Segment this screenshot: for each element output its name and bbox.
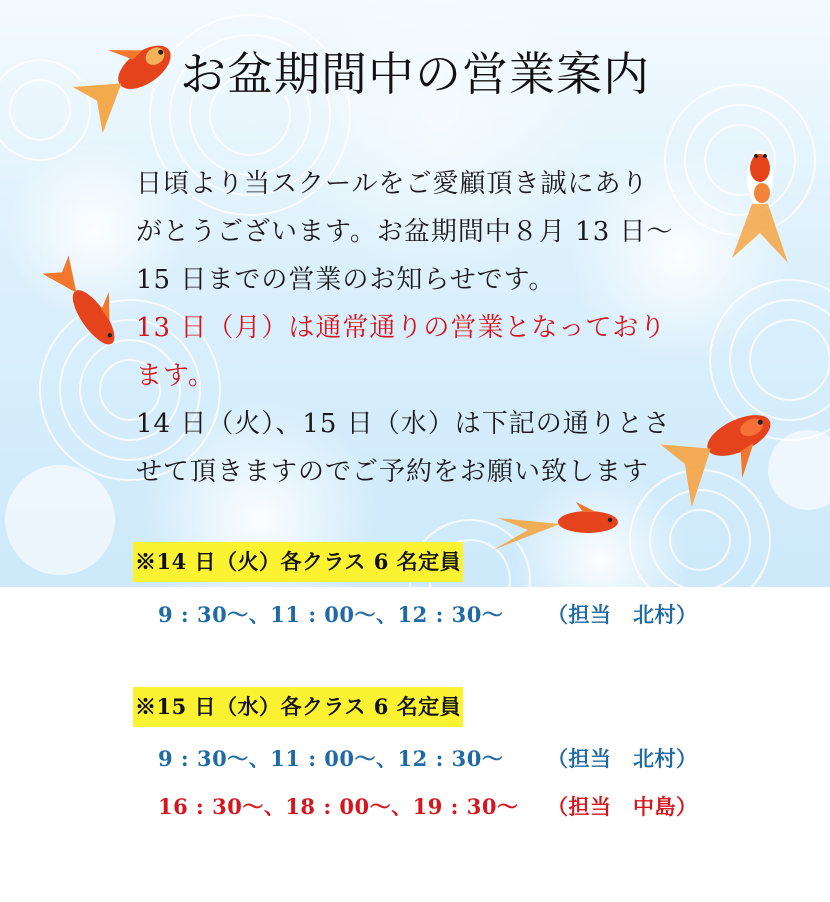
time-slots: 9 : 30～、11 : 00～、12 : 30～ bbox=[158, 746, 504, 771]
intro-line: 日頃より当スクールをご愛顧頂き誠にあり bbox=[136, 169, 649, 199]
intro-line: がとうございます。お盆期間中８月 13 日～ bbox=[136, 217, 674, 247]
goldfish-icon bbox=[488, 500, 628, 560]
notice-title: お盆期間中の営業案内 bbox=[180, 47, 650, 101]
staff-label: （担当 北村） bbox=[547, 746, 698, 771]
goldfish-icon bbox=[30, 240, 140, 370]
regular-hours-line: ます。 bbox=[136, 361, 215, 391]
staff-label: （担当 中島） bbox=[547, 794, 698, 819]
closing-line: せて頂きますのでご予約をお願い致します bbox=[136, 457, 650, 487]
time-slots: 9 : 30～、11 : 00～、12 : 30～ bbox=[158, 602, 504, 627]
schedule-heading: ※15 日（水）各クラス 6 名定員 bbox=[133, 687, 463, 727]
regular-hours-line: 13 日（月）は通常通りの営業となっており bbox=[136, 313, 667, 343]
goldfish-icon bbox=[722, 138, 802, 288]
staff-label: （担当 北村） bbox=[547, 602, 698, 627]
schedule-heading: ※14 日（火）各クラス 6 名定員 bbox=[133, 542, 463, 582]
time-slots: 16 : 30～、18 : 00～、19 : 30～ bbox=[158, 794, 519, 819]
intro-line: 15 日までの営業のお知らせです。 bbox=[136, 265, 556, 295]
closing-line: 14 日（火）、15 日（水）は下記の通りとさ bbox=[136, 409, 671, 439]
